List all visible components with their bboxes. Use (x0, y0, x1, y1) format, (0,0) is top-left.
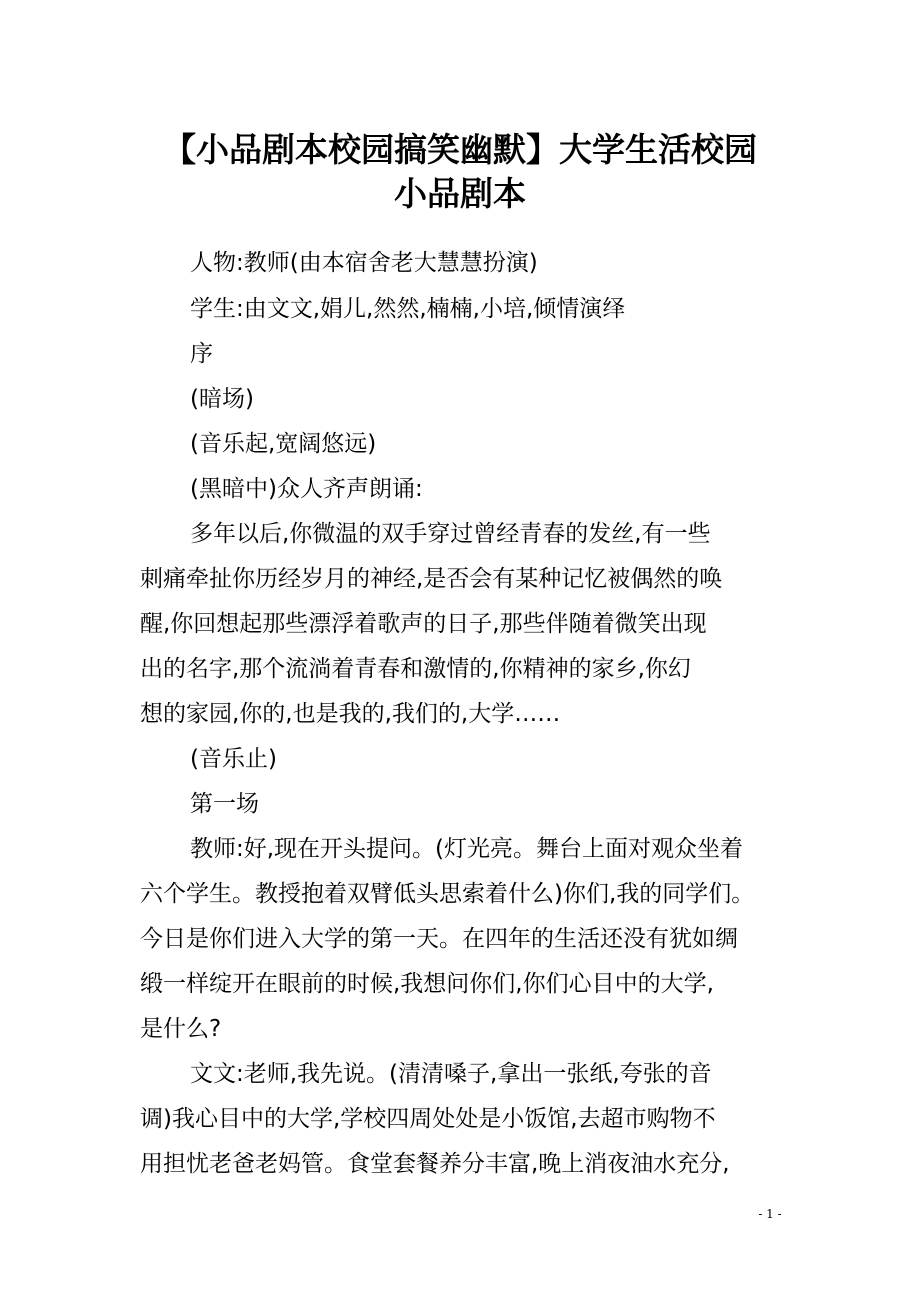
cast-teacher-line: 人物:教师(由本宿舍老大慧慧扮演) (190, 250, 538, 276)
scene-one-heading: 第一场 (190, 791, 259, 817)
paragraph-line: 醒,你回想起那些漂浮着歌声的日子,那些伴随着微笑出现 (140, 611, 707, 637)
paragraph-line: 是什么? (140, 1016, 222, 1042)
stage-direction-recite: (黑暗中)众人齐声朗诵: (190, 476, 423, 502)
stage-direction-music-stop: (音乐止) (190, 746, 277, 772)
paragraph-line: 出的名字,那个流淌着青春和激情的,你精神的家乡,你幻 (140, 656, 691, 682)
paragraph-line: 想的家园,你的,也是我的,我们的,大学…… (140, 701, 561, 727)
paragraph-line: 今日是你们进入大学的第一天。在四年的生活还没有犹如绸 (140, 926, 738, 952)
paragraph-line: 教师:好,现在开头提问。(灯光亮。舞台上面对观众坐着 (190, 836, 744, 862)
paragraph-line: 六个学生。教授抱着双臂低头思索着什么)你们,我的同学们。 (140, 881, 755, 907)
stage-direction-dark: (暗场) (190, 386, 254, 412)
paragraph-line: 缎一样绽开在眼前的时候,我想问你们,你们心目中的大学, (140, 971, 714, 997)
paragraph-line: 用担忧老爸老妈管。食堂套餐养分丰富,晚上消夜油水充分, (140, 1151, 730, 1177)
paragraph-line: 刺痛牵扯你历经岁月的神经,是否会有某种记忆被偶然的唤 (140, 566, 723, 592)
paragraph-line: 多年以后,你微温的双手穿过曾经青春的发丝,有一些 (190, 521, 711, 547)
section-prologue-heading: 序 (190, 341, 213, 367)
document-title-line-2: 小品剧本 (394, 174, 526, 213)
page-number: - 1 - (758, 1207, 782, 1221)
paragraph-line: 调)我心目中的大学,学校四周处处是小饭馆,去超市购物不 (140, 1106, 716, 1132)
paragraph-line: 文文:老师,我先说。(清清嗓子,拿出一张纸,夸张的音 (190, 1061, 712, 1087)
stage-direction-music-start: (音乐起,宽阔悠远) (190, 431, 377, 457)
cast-students-line: 学生:由文文,娟儿,然然,楠楠,小培,倾情演绎 (190, 296, 626, 322)
document-title-line-1: 【小品剧本校园搞笑幽默】大学生活校园 (163, 130, 757, 169)
